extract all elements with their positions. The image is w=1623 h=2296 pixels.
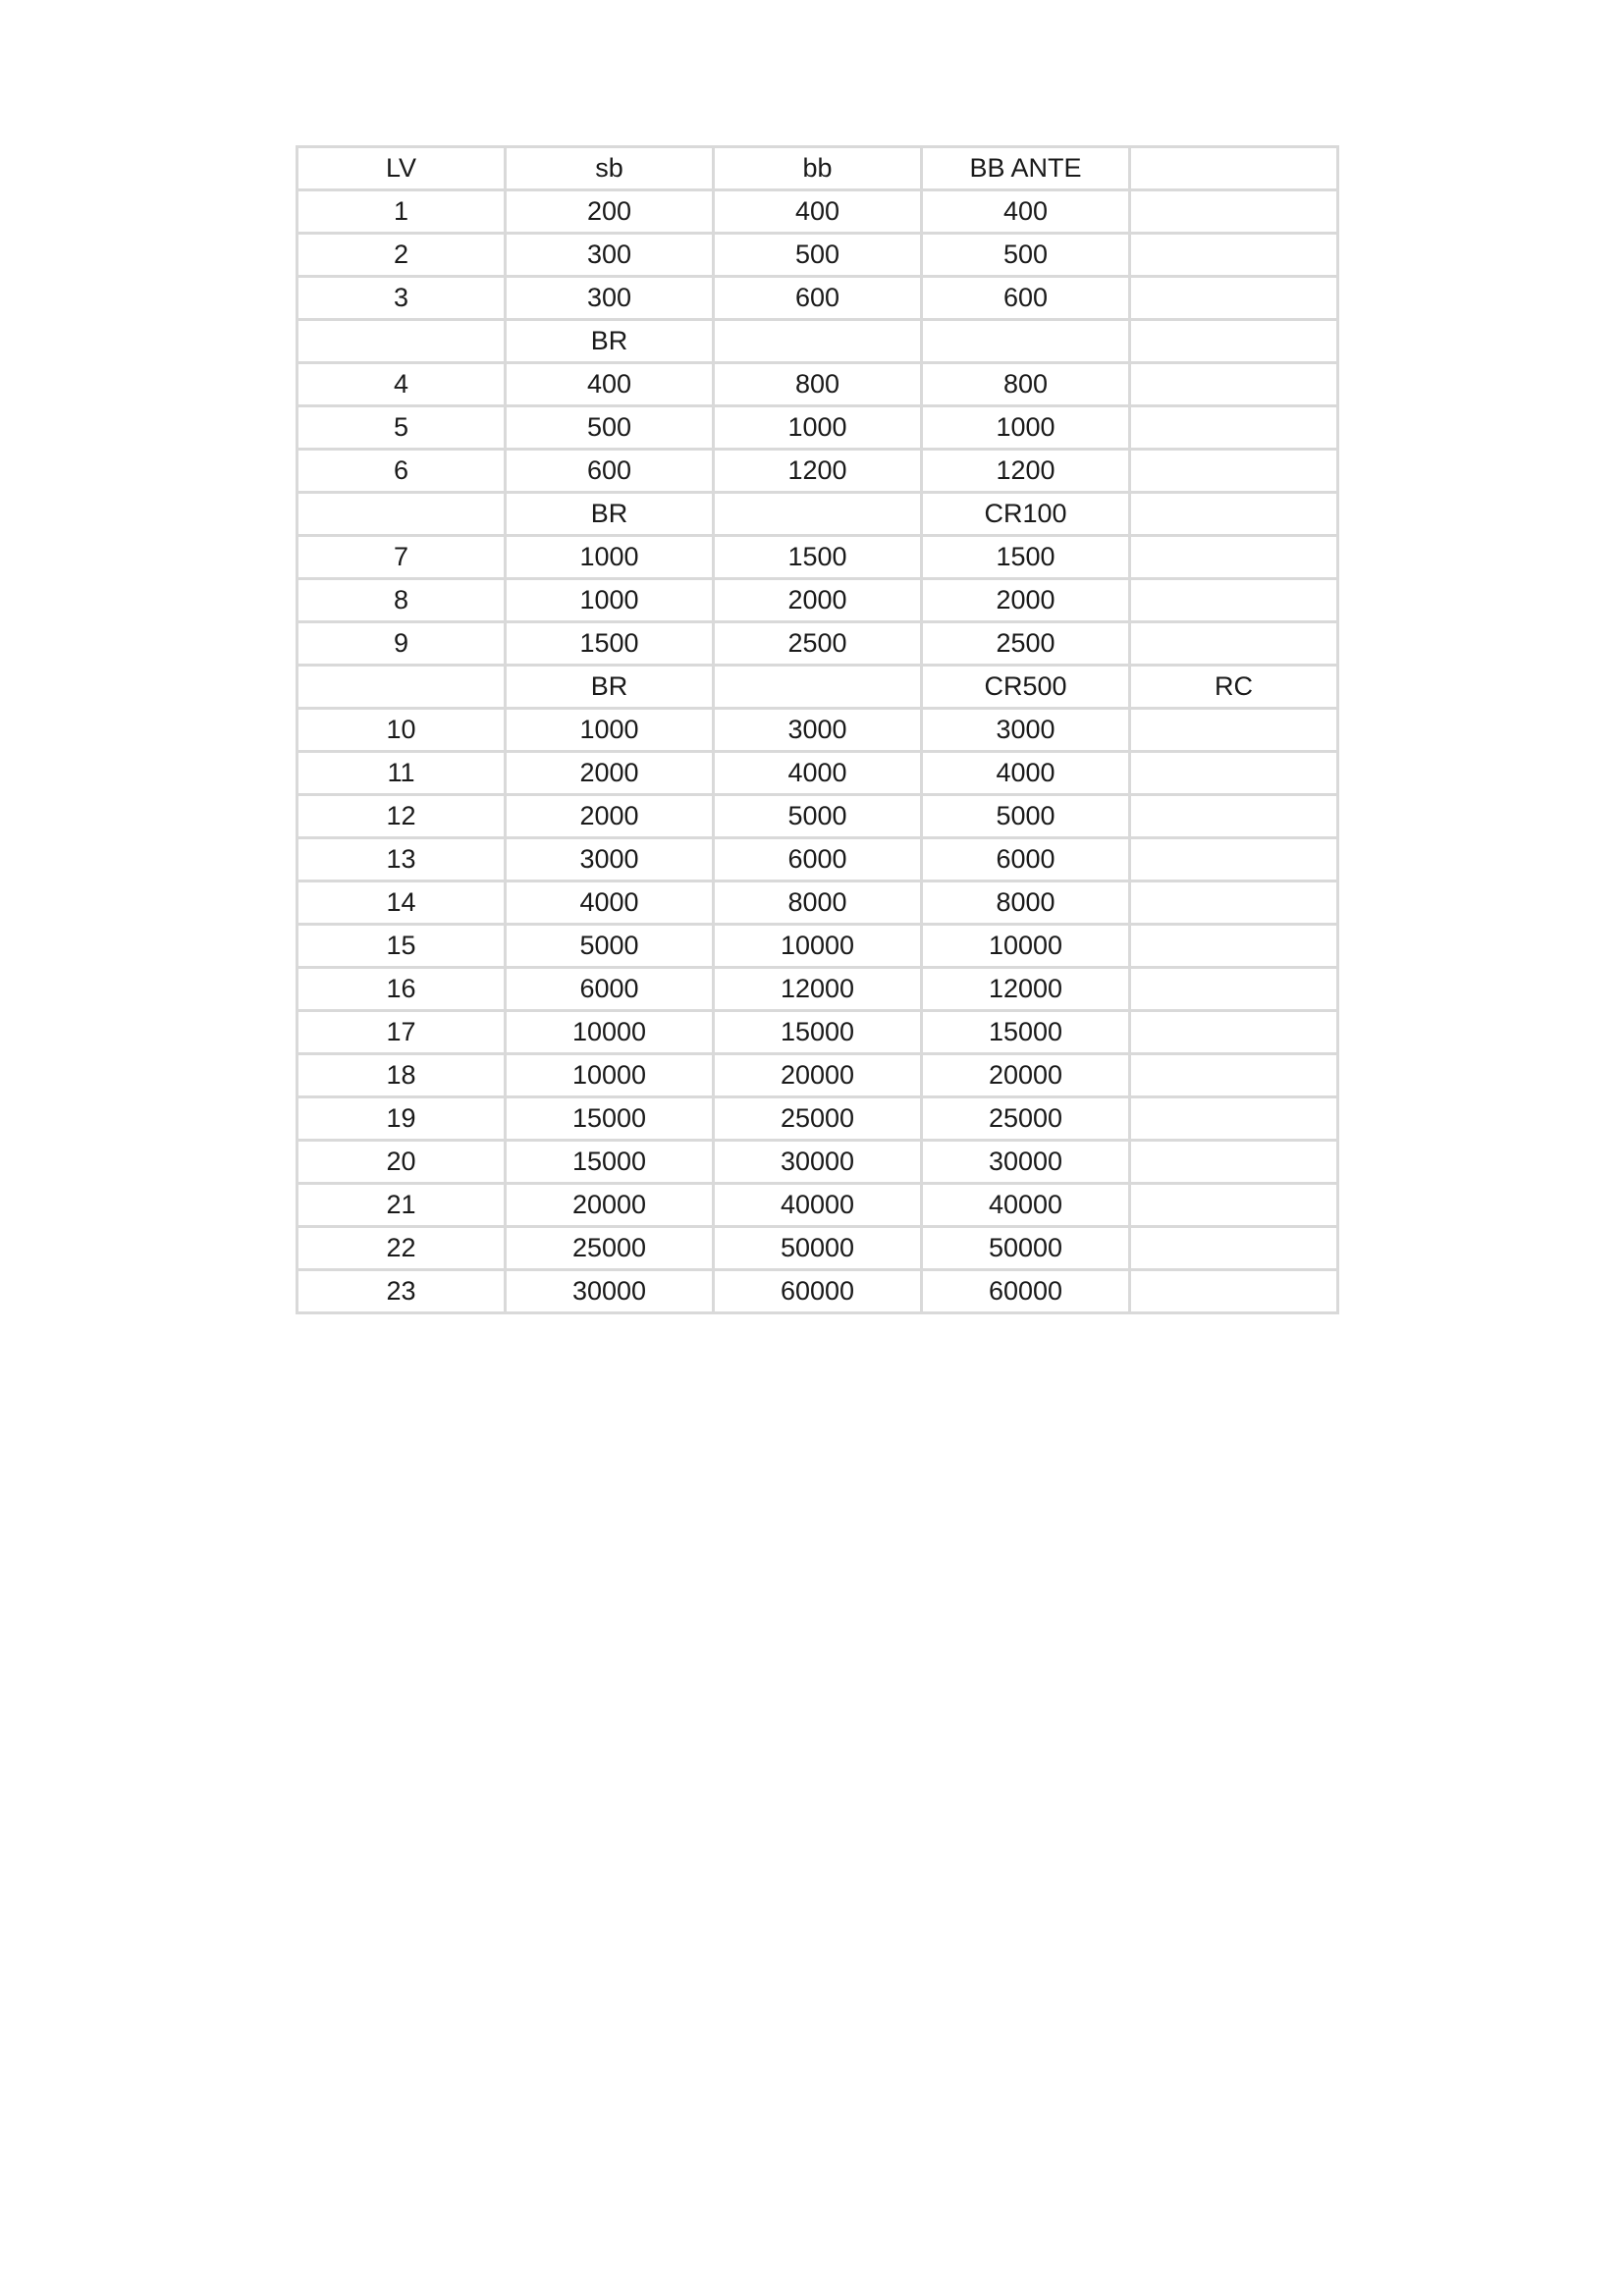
table-cell-bb: 30000 [714,1141,922,1184]
table-cell-bb-ante: 1000 [922,406,1130,450]
table-row [298,881,1338,925]
table-row [298,795,1338,838]
table-cell-sb: 20000 [506,1184,714,1227]
table-cell-bb-ante: 2000 [922,579,1130,622]
table-row [298,190,1338,234]
table-cell-extra [1130,925,1338,968]
table-cell-bb: 50000 [714,1227,922,1270]
header-cell-sb: sb [506,147,714,190]
header-cell-bb-ante: BB ANTE [922,147,1130,190]
table-cell-sb: BR [506,666,714,709]
table-cell-lv: 22 [298,1227,506,1270]
table-cell-bb-ante: 8000 [922,881,1130,925]
table-cell-bb-ante: 500 [922,234,1130,277]
table-cell-extra [1130,795,1338,838]
header-cell-lv: LV [298,147,506,190]
table-cell-sb: 2000 [506,795,714,838]
table-cell-bb: 20000 [714,1054,922,1097]
table-cell-sb: 10000 [506,1011,714,1054]
header-cell-blank [1130,147,1338,190]
table-cell-extra [1130,709,1338,752]
table-cell-bb-ante: 12000 [922,968,1130,1011]
table-cell-bb-ante: 2500 [922,622,1130,666]
table-row [298,622,1338,666]
table-row [298,968,1338,1011]
table-row [298,536,1338,579]
table-row [298,450,1338,493]
table-cell-lv: 23 [298,1270,506,1313]
table-cell-lv: 1 [298,190,506,234]
table-cell-extra [1130,622,1338,666]
table-cell-bb-ante: 25000 [922,1097,1130,1141]
table-cell-sb: 15000 [506,1097,714,1141]
table-row [298,277,1338,320]
table-row [298,666,1338,709]
table-cell-sb: 15000 [506,1141,714,1184]
table-cell-sb: 1000 [506,579,714,622]
table-row [298,234,1338,277]
table-cell-extra [1130,1011,1338,1054]
table-cell-lv: 10 [298,709,506,752]
blind-levels-table [296,145,1339,1314]
table-cell-extra [1130,968,1338,1011]
table-cell-lv: 20 [298,1141,506,1184]
table-cell-bb-ante: 10000 [922,925,1130,968]
table-cell-lv: 5 [298,406,506,450]
table-row [298,709,1338,752]
table-row [298,1227,1338,1270]
table-row [298,838,1338,881]
table-cell-lv: 18 [298,1054,506,1097]
table-cell-lv: 13 [298,838,506,881]
table-cell-bb: 6000 [714,838,922,881]
table-cell-bb: 15000 [714,1011,922,1054]
table-cell-extra [1130,450,1338,493]
table-row [298,1270,1338,1313]
table-cell-bb: 10000 [714,925,922,968]
table-cell-bb-ante: CR500 [922,666,1130,709]
table-row [298,1054,1338,1097]
table-cell-sb: BR [506,320,714,363]
table-cell-bb [714,666,922,709]
table-cell-extra [1130,1227,1338,1270]
table-cell-sb: 500 [506,406,714,450]
table-cell-bb: 2500 [714,622,922,666]
table-cell-sb: 30000 [506,1270,714,1313]
table-cell-lv: 9 [298,622,506,666]
table-cell-sb: 2000 [506,752,714,795]
table-row [298,493,1338,536]
table-cell-lv: 19 [298,1097,506,1141]
table-cell-sb: 200 [506,190,714,234]
table-cell-lv: 12 [298,795,506,838]
table-cell-bb-ante: 20000 [922,1054,1130,1097]
table-cell-lv: 6 [298,450,506,493]
table-cell-sb: 3000 [506,838,714,881]
table-cell-bb: 60000 [714,1270,922,1313]
table-cell-bb: 4000 [714,752,922,795]
table-cell-bb: 500 [714,234,922,277]
table-cell-lv: 7 [298,536,506,579]
table-cell-sb: 400 [506,363,714,406]
table-cell-bb-ante: 6000 [922,838,1130,881]
table-cell-sb: 600 [506,450,714,493]
table-cell-lv: 2 [298,234,506,277]
table-cell-lv: 14 [298,881,506,925]
table-cell-lv: 17 [298,1011,506,1054]
table-cell-extra [1130,1097,1338,1141]
table-cell-bb-ante: 30000 [922,1141,1130,1184]
table-cell-bb: 1500 [714,536,922,579]
table-cell-extra [1130,234,1338,277]
table-cell-extra [1130,1184,1338,1227]
table-cell-sb: 1500 [506,622,714,666]
table-cell-bb-ante: 60000 [922,1270,1130,1313]
table-cell-sb: 10000 [506,1054,714,1097]
table-cell-bb-ante: 4000 [922,752,1130,795]
table-cell-extra [1130,406,1338,450]
table-cell-bb: 400 [714,190,922,234]
table-cell-bb-ante: 5000 [922,795,1130,838]
table-cell-extra [1130,536,1338,579]
table-cell-sb: 25000 [506,1227,714,1270]
table-cell-extra [1130,1270,1338,1313]
table-cell-extra [1130,320,1338,363]
table-cell-lv: 4 [298,363,506,406]
table-row [298,1011,1338,1054]
table-cell-lv: 3 [298,277,506,320]
table-cell-bb: 1200 [714,450,922,493]
table-cell-extra [1130,752,1338,795]
table-cell-bb-ante: 600 [922,277,1130,320]
table-cell-bb [714,320,922,363]
header-cell-bb: bb [714,147,922,190]
table-cell-bb-ante: 800 [922,363,1130,406]
table-header-row [298,147,1338,190]
table-cell-bb-ante: CR100 [922,493,1130,536]
table-cell-bb: 800 [714,363,922,406]
table-cell-lv: 8 [298,579,506,622]
table-cell-bb-ante: 1500 [922,536,1130,579]
table-cell-extra [1130,579,1338,622]
table-cell-lv [298,320,506,363]
table-row [298,925,1338,968]
table-cell-extra [1130,1054,1338,1097]
table-row [298,320,1338,363]
table-cell-extra [1130,277,1338,320]
table-cell-bb: 2000 [714,579,922,622]
table-cell-bb-ante: 15000 [922,1011,1130,1054]
table-cell-lv: 11 [298,752,506,795]
table-body [298,147,1338,1313]
table-cell-lv: 21 [298,1184,506,1227]
table-cell-bb: 40000 [714,1184,922,1227]
table-cell-bb-ante: 1200 [922,450,1130,493]
table-cell-bb-ante: 400 [922,190,1130,234]
table-cell-lv: 16 [298,968,506,1011]
table-cell-lv: 15 [298,925,506,968]
table-row [298,1184,1338,1227]
table-cell-bb-ante: 50000 [922,1227,1130,1270]
table-cell-extra [1130,881,1338,925]
table-row [298,1097,1338,1141]
table-cell-sb: 1000 [506,709,714,752]
table-cell-extra [1130,1141,1338,1184]
table-cell-extra: RC [1130,666,1338,709]
table-cell-extra [1130,190,1338,234]
table-cell-sb: 300 [506,277,714,320]
table-cell-lv [298,493,506,536]
table-row [298,363,1338,406]
table-cell-bb-ante: 40000 [922,1184,1130,1227]
table-cell-bb-ante: 3000 [922,709,1130,752]
table-cell-extra [1130,493,1338,536]
table-cell-bb [714,493,922,536]
table-cell-sb: BR [506,493,714,536]
table-row [298,1141,1338,1184]
table-cell-bb: 5000 [714,795,922,838]
table-cell-bb: 12000 [714,968,922,1011]
table-cell-bb: 1000 [714,406,922,450]
table-cell-extra [1130,838,1338,881]
table-cell-bb: 600 [714,277,922,320]
table-cell-sb: 6000 [506,968,714,1011]
table-cell-sb: 4000 [506,881,714,925]
table-cell-bb: 3000 [714,709,922,752]
table-row [298,752,1338,795]
table-cell-sb: 1000 [506,536,714,579]
table-cell-bb: 8000 [714,881,922,925]
table-cell-lv [298,666,506,709]
table-cell-bb-ante [922,320,1130,363]
table-cell-bb: 25000 [714,1097,922,1141]
table-cell-sb: 300 [506,234,714,277]
table-cell-sb: 5000 [506,925,714,968]
table-row [298,579,1338,622]
table-row [298,406,1338,450]
table-cell-extra [1130,363,1338,406]
